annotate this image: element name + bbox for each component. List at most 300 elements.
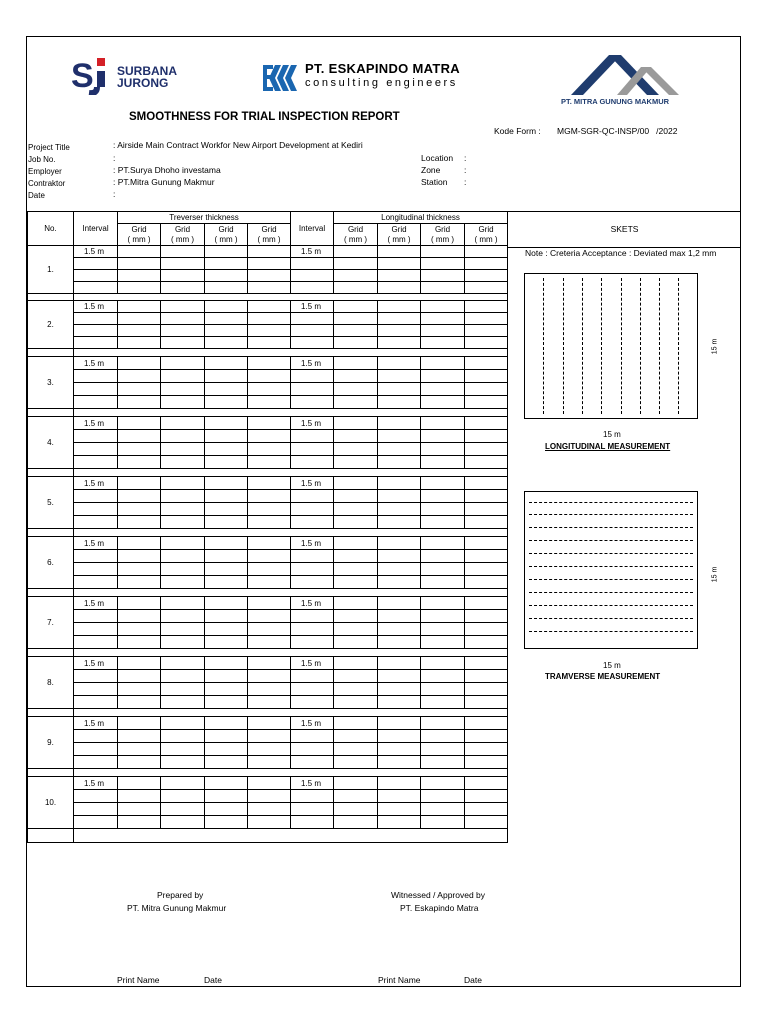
value-cell[interactable] <box>161 597 205 610</box>
interval-cell[interactable]: 1.5 m <box>291 537 334 550</box>
value-cell[interactable] <box>378 537 421 550</box>
interval-cell[interactable]: 1.5 m <box>291 597 334 610</box>
value-cell[interactable] <box>421 396 465 409</box>
value-cell[interactable] <box>74 683 118 696</box>
value-cell[interactable] <box>161 717 205 730</box>
value-cell[interactable] <box>161 503 205 516</box>
value-cell[interactable] <box>205 657 248 670</box>
interval-cell[interactable]: 1.5 m <box>291 777 334 790</box>
value-cell[interactable] <box>291 683 334 696</box>
value-cell[interactable] <box>291 696 334 709</box>
value-cell[interactable] <box>205 396 248 409</box>
value-cell[interactable] <box>378 417 421 430</box>
value-cell[interactable] <box>334 576 378 589</box>
value-cell[interactable] <box>161 610 205 623</box>
value-cell[interactable] <box>421 270 465 282</box>
value-cell[interactable] <box>465 396 508 409</box>
value-cell[interactable] <box>205 777 248 790</box>
value-cell[interactable] <box>421 417 465 430</box>
value-cell[interactable] <box>161 370 205 383</box>
value-cell[interactable] <box>248 396 291 409</box>
value-cell[interactable] <box>205 816 248 829</box>
value-cell[interactable] <box>118 610 161 623</box>
value-cell[interactable] <box>74 443 118 456</box>
value-cell[interactable] <box>334 756 378 769</box>
value-cell[interactable] <box>248 477 291 490</box>
value-cell[interactable] <box>74 550 118 563</box>
value-cell[interactable] <box>118 246 161 258</box>
value-cell[interactable] <box>465 516 508 529</box>
value-cell[interactable] <box>378 383 421 396</box>
value-cell[interactable] <box>378 563 421 576</box>
value-cell[interactable] <box>74 636 118 649</box>
value-cell[interactable] <box>74 576 118 589</box>
value-cell[interactable] <box>248 258 291 270</box>
value-cell[interactable] <box>248 337 291 349</box>
value-cell[interactable] <box>248 357 291 370</box>
value-cell[interactable] <box>378 717 421 730</box>
value-cell[interactable] <box>378 456 421 469</box>
value-cell[interactable] <box>421 370 465 383</box>
value-cell[interactable] <box>205 270 248 282</box>
interval-cell[interactable]: 1.5 m <box>74 357 118 370</box>
value-cell[interactable] <box>291 670 334 683</box>
value-cell[interactable] <box>248 270 291 282</box>
value-cell[interactable] <box>161 383 205 396</box>
value-cell[interactable] <box>421 743 465 756</box>
value-cell[interactable] <box>248 417 291 430</box>
value-cell[interactable] <box>248 301 291 313</box>
value-cell[interactable] <box>248 670 291 683</box>
value-cell[interactable] <box>378 657 421 670</box>
interval-cell[interactable]: 1.5 m <box>74 597 118 610</box>
value-cell[interactable] <box>421 717 465 730</box>
value-cell[interactable] <box>118 696 161 709</box>
value-cell[interactable] <box>118 417 161 430</box>
value-cell[interactable] <box>161 537 205 550</box>
value-cell[interactable] <box>334 790 378 803</box>
value-cell[interactable] <box>205 370 248 383</box>
value-cell[interactable] <box>205 696 248 709</box>
value-cell[interactable] <box>161 282 205 294</box>
value-cell[interactable] <box>161 443 205 456</box>
value-cell[interactable] <box>378 623 421 636</box>
value-cell[interactable] <box>334 730 378 743</box>
value-cell[interactable] <box>248 503 291 516</box>
value-cell[interactable] <box>465 790 508 803</box>
value-cell[interactable] <box>118 537 161 550</box>
value-cell[interactable] <box>334 550 378 563</box>
value-cell[interactable] <box>291 443 334 456</box>
value-cell[interactable] <box>74 503 118 516</box>
value-cell[interactable] <box>248 623 291 636</box>
value-cell[interactable] <box>421 443 465 456</box>
value-cell[interactable] <box>421 756 465 769</box>
value-cell[interactable] <box>205 325 248 337</box>
value-cell[interactable] <box>465 696 508 709</box>
value-cell[interactable] <box>161 325 205 337</box>
value-cell[interactable] <box>421 623 465 636</box>
value-cell[interactable] <box>465 683 508 696</box>
value-cell[interactable] <box>465 357 508 370</box>
value-cell[interactable] <box>205 550 248 563</box>
value-cell[interactable] <box>118 756 161 769</box>
value-cell[interactable] <box>334 777 378 790</box>
interval-cell[interactable]: 1.5 m <box>74 537 118 550</box>
value-cell[interactable] <box>205 443 248 456</box>
value-cell[interactable] <box>74 730 118 743</box>
value-cell[interactable] <box>378 670 421 683</box>
value-cell[interactable] <box>291 430 334 443</box>
value-cell[interactable] <box>334 670 378 683</box>
value-cell[interactable] <box>248 756 291 769</box>
value-cell[interactable] <box>248 636 291 649</box>
value-cell[interactable] <box>421 337 465 349</box>
value-cell[interactable] <box>118 503 161 516</box>
value-cell[interactable] <box>248 313 291 325</box>
value-cell[interactable] <box>205 430 248 443</box>
value-cell[interactable] <box>334 623 378 636</box>
value-cell[interactable] <box>248 370 291 383</box>
value-cell[interactable] <box>334 246 378 258</box>
value-cell[interactable] <box>334 313 378 325</box>
value-cell[interactable] <box>248 443 291 456</box>
value-cell[interactable] <box>118 683 161 696</box>
value-cell[interactable] <box>248 803 291 816</box>
value-cell[interactable] <box>74 623 118 636</box>
value-cell[interactable] <box>248 550 291 563</box>
value-cell[interactable] <box>161 743 205 756</box>
value-cell[interactable] <box>291 730 334 743</box>
value-cell[interactable] <box>378 683 421 696</box>
value-cell[interactable] <box>291 313 334 325</box>
value-cell[interactable] <box>465 383 508 396</box>
value-cell[interactable] <box>334 636 378 649</box>
value-cell[interactable] <box>161 301 205 313</box>
value-cell[interactable] <box>291 743 334 756</box>
value-cell[interactable] <box>74 456 118 469</box>
value-cell[interactable] <box>378 743 421 756</box>
value-cell[interactable] <box>421 803 465 816</box>
interval-cell[interactable]: 1.5 m <box>291 357 334 370</box>
value-cell[interactable] <box>421 383 465 396</box>
value-cell[interactable] <box>205 503 248 516</box>
value-cell[interactable] <box>118 313 161 325</box>
value-cell[interactable] <box>205 803 248 816</box>
value-cell[interactable] <box>118 357 161 370</box>
value-cell[interactable] <box>378 696 421 709</box>
value-cell[interactable] <box>465 477 508 490</box>
value-cell[interactable] <box>334 597 378 610</box>
value-cell[interactable] <box>118 337 161 349</box>
value-cell[interactable] <box>205 636 248 649</box>
value-cell[interactable] <box>161 777 205 790</box>
value-cell[interactable] <box>118 490 161 503</box>
value-cell[interactable] <box>334 696 378 709</box>
value-cell[interactable] <box>118 430 161 443</box>
value-cell[interactable] <box>74 490 118 503</box>
value-cell[interactable] <box>334 803 378 816</box>
value-cell[interactable] <box>465 337 508 349</box>
value-cell[interactable] <box>378 550 421 563</box>
value-cell[interactable] <box>291 803 334 816</box>
value-cell[interactable] <box>74 270 118 282</box>
value-cell[interactable] <box>291 270 334 282</box>
value-cell[interactable] <box>334 270 378 282</box>
value-cell[interactable] <box>334 417 378 430</box>
value-cell[interactable] <box>205 576 248 589</box>
value-cell[interactable] <box>334 325 378 337</box>
value-cell[interactable] <box>378 636 421 649</box>
value-cell[interactable] <box>74 396 118 409</box>
value-cell[interactable] <box>161 313 205 325</box>
value-cell[interactable] <box>378 258 421 270</box>
value-cell[interactable] <box>248 717 291 730</box>
value-cell[interactable] <box>421 550 465 563</box>
value-cell[interactable] <box>74 430 118 443</box>
value-cell[interactable] <box>378 325 421 337</box>
value-cell[interactable] <box>118 657 161 670</box>
value-cell[interactable] <box>334 396 378 409</box>
value-cell[interactable] <box>118 576 161 589</box>
interval-cell[interactable]: 1.5 m <box>74 417 118 430</box>
value-cell[interactable] <box>248 597 291 610</box>
value-cell[interactable] <box>421 282 465 294</box>
value-cell[interactable] <box>205 756 248 769</box>
value-cell[interactable] <box>465 636 508 649</box>
value-cell[interactable] <box>465 563 508 576</box>
value-cell[interactable] <box>161 246 205 258</box>
value-cell[interactable] <box>421 610 465 623</box>
value-cell[interactable] <box>118 636 161 649</box>
value-cell[interactable] <box>378 610 421 623</box>
value-cell[interactable] <box>205 610 248 623</box>
value-cell[interactable] <box>161 417 205 430</box>
value-cell[interactable] <box>248 456 291 469</box>
value-cell[interactable] <box>161 803 205 816</box>
interval-cell[interactable]: 1.5 m <box>291 246 334 258</box>
value-cell[interactable] <box>74 370 118 383</box>
value-cell[interactable] <box>334 537 378 550</box>
value-cell[interactable] <box>161 550 205 563</box>
interval-cell[interactable]: 1.5 m <box>74 477 118 490</box>
value-cell[interactable] <box>118 301 161 313</box>
value-cell[interactable] <box>334 516 378 529</box>
value-cell[interactable] <box>378 430 421 443</box>
value-cell[interactable] <box>161 258 205 270</box>
value-cell[interactable] <box>378 246 421 258</box>
value-cell[interactable] <box>378 337 421 349</box>
value-cell[interactable] <box>378 576 421 589</box>
value-cell[interactable] <box>248 816 291 829</box>
value-cell[interactable] <box>291 816 334 829</box>
value-cell[interactable] <box>378 597 421 610</box>
value-cell[interactable] <box>291 456 334 469</box>
value-cell[interactable] <box>118 803 161 816</box>
value-cell[interactable] <box>291 325 334 337</box>
value-cell[interactable] <box>421 477 465 490</box>
value-cell[interactable] <box>248 576 291 589</box>
value-cell[interactable] <box>161 657 205 670</box>
value-cell[interactable] <box>205 743 248 756</box>
value-cell[interactable] <box>421 576 465 589</box>
value-cell[interactable] <box>334 430 378 443</box>
value-cell[interactable] <box>378 370 421 383</box>
value-cell[interactable] <box>161 756 205 769</box>
value-cell[interactable] <box>205 246 248 258</box>
value-cell[interactable] <box>118 777 161 790</box>
value-cell[interactable] <box>205 477 248 490</box>
value-cell[interactable] <box>248 282 291 294</box>
value-cell[interactable] <box>205 537 248 550</box>
value-cell[interactable] <box>291 370 334 383</box>
interval-cell[interactable]: 1.5 m <box>74 777 118 790</box>
value-cell[interactable] <box>74 282 118 294</box>
value-cell[interactable] <box>378 490 421 503</box>
value-cell[interactable] <box>161 696 205 709</box>
value-cell[interactable] <box>248 683 291 696</box>
value-cell[interactable] <box>465 370 508 383</box>
value-cell[interactable] <box>248 777 291 790</box>
value-cell[interactable] <box>421 357 465 370</box>
value-cell[interactable] <box>118 258 161 270</box>
value-cell[interactable] <box>465 325 508 337</box>
value-cell[interactable] <box>421 790 465 803</box>
value-cell[interactable] <box>291 610 334 623</box>
value-cell[interactable] <box>161 270 205 282</box>
value-cell[interactable] <box>74 790 118 803</box>
value-cell[interactable] <box>421 516 465 529</box>
value-cell[interactable] <box>465 816 508 829</box>
value-cell[interactable] <box>465 610 508 623</box>
value-cell[interactable] <box>205 258 248 270</box>
value-cell[interactable] <box>334 383 378 396</box>
value-cell[interactable] <box>74 743 118 756</box>
value-cell[interactable] <box>378 756 421 769</box>
value-cell[interactable] <box>421 537 465 550</box>
value-cell[interactable] <box>248 537 291 550</box>
value-cell[interactable] <box>421 636 465 649</box>
value-cell[interactable] <box>74 258 118 270</box>
value-cell[interactable] <box>421 563 465 576</box>
value-cell[interactable] <box>205 456 248 469</box>
value-cell[interactable] <box>378 270 421 282</box>
value-cell[interactable] <box>118 816 161 829</box>
interval-cell[interactable]: 1.5 m <box>74 246 118 258</box>
value-cell[interactable] <box>378 790 421 803</box>
value-cell[interactable] <box>378 730 421 743</box>
value-cell[interactable] <box>334 743 378 756</box>
value-cell[interactable] <box>161 430 205 443</box>
value-cell[interactable] <box>465 756 508 769</box>
interval-cell[interactable]: 1.5 m <box>74 301 118 313</box>
value-cell[interactable] <box>291 576 334 589</box>
value-cell[interactable] <box>118 396 161 409</box>
value-cell[interactable] <box>465 730 508 743</box>
value-cell[interactable] <box>378 396 421 409</box>
value-cell[interactable] <box>421 258 465 270</box>
value-cell[interactable] <box>118 730 161 743</box>
value-cell[interactable] <box>334 456 378 469</box>
value-cell[interactable] <box>465 503 508 516</box>
value-cell[interactable] <box>334 657 378 670</box>
value-cell[interactable] <box>465 597 508 610</box>
value-cell[interactable] <box>118 790 161 803</box>
value-cell[interactable] <box>291 503 334 516</box>
value-cell[interactable] <box>465 313 508 325</box>
value-cell[interactable] <box>421 246 465 258</box>
value-cell[interactable] <box>334 282 378 294</box>
value-cell[interactable] <box>378 803 421 816</box>
value-cell[interactable] <box>161 670 205 683</box>
value-cell[interactable] <box>74 670 118 683</box>
value-cell[interactable] <box>378 282 421 294</box>
value-cell[interactable] <box>465 301 508 313</box>
value-cell[interactable] <box>118 516 161 529</box>
value-cell[interactable] <box>291 337 334 349</box>
value-cell[interactable] <box>334 717 378 730</box>
value-cell[interactable] <box>378 443 421 456</box>
value-cell[interactable] <box>118 717 161 730</box>
value-cell[interactable] <box>205 337 248 349</box>
value-cell[interactable] <box>334 816 378 829</box>
value-cell[interactable] <box>378 816 421 829</box>
value-cell[interactable] <box>465 803 508 816</box>
value-cell[interactable] <box>161 456 205 469</box>
value-cell[interactable] <box>74 383 118 396</box>
value-cell[interactable] <box>248 790 291 803</box>
value-cell[interactable] <box>465 270 508 282</box>
value-cell[interactable] <box>161 516 205 529</box>
value-cell[interactable] <box>291 790 334 803</box>
value-cell[interactable] <box>118 270 161 282</box>
value-cell[interactable] <box>74 563 118 576</box>
value-cell[interactable] <box>118 370 161 383</box>
value-cell[interactable] <box>334 258 378 270</box>
value-cell[interactable] <box>421 670 465 683</box>
value-cell[interactable] <box>161 683 205 696</box>
value-cell[interactable] <box>248 383 291 396</box>
value-cell[interactable] <box>161 337 205 349</box>
value-cell[interactable] <box>118 325 161 337</box>
value-cell[interactable] <box>118 282 161 294</box>
value-cell[interactable] <box>465 456 508 469</box>
value-cell[interactable] <box>248 743 291 756</box>
value-cell[interactable] <box>248 730 291 743</box>
value-cell[interactable] <box>205 670 248 683</box>
value-cell[interactable] <box>291 383 334 396</box>
value-cell[interactable] <box>465 670 508 683</box>
value-cell[interactable] <box>248 430 291 443</box>
value-cell[interactable] <box>248 490 291 503</box>
value-cell[interactable] <box>465 743 508 756</box>
value-cell[interactable] <box>291 258 334 270</box>
value-cell[interactable] <box>421 730 465 743</box>
value-cell[interactable] <box>74 313 118 325</box>
value-cell[interactable] <box>421 313 465 325</box>
value-cell[interactable] <box>334 503 378 516</box>
value-cell[interactable] <box>205 717 248 730</box>
value-cell[interactable] <box>205 790 248 803</box>
value-cell[interactable] <box>291 550 334 563</box>
value-cell[interactable] <box>378 313 421 325</box>
value-cell[interactable] <box>74 816 118 829</box>
value-cell[interactable] <box>118 477 161 490</box>
value-cell[interactable] <box>465 490 508 503</box>
value-cell[interactable] <box>205 623 248 636</box>
interval-cell[interactable]: 1.5 m <box>291 301 334 313</box>
value-cell[interactable] <box>465 430 508 443</box>
